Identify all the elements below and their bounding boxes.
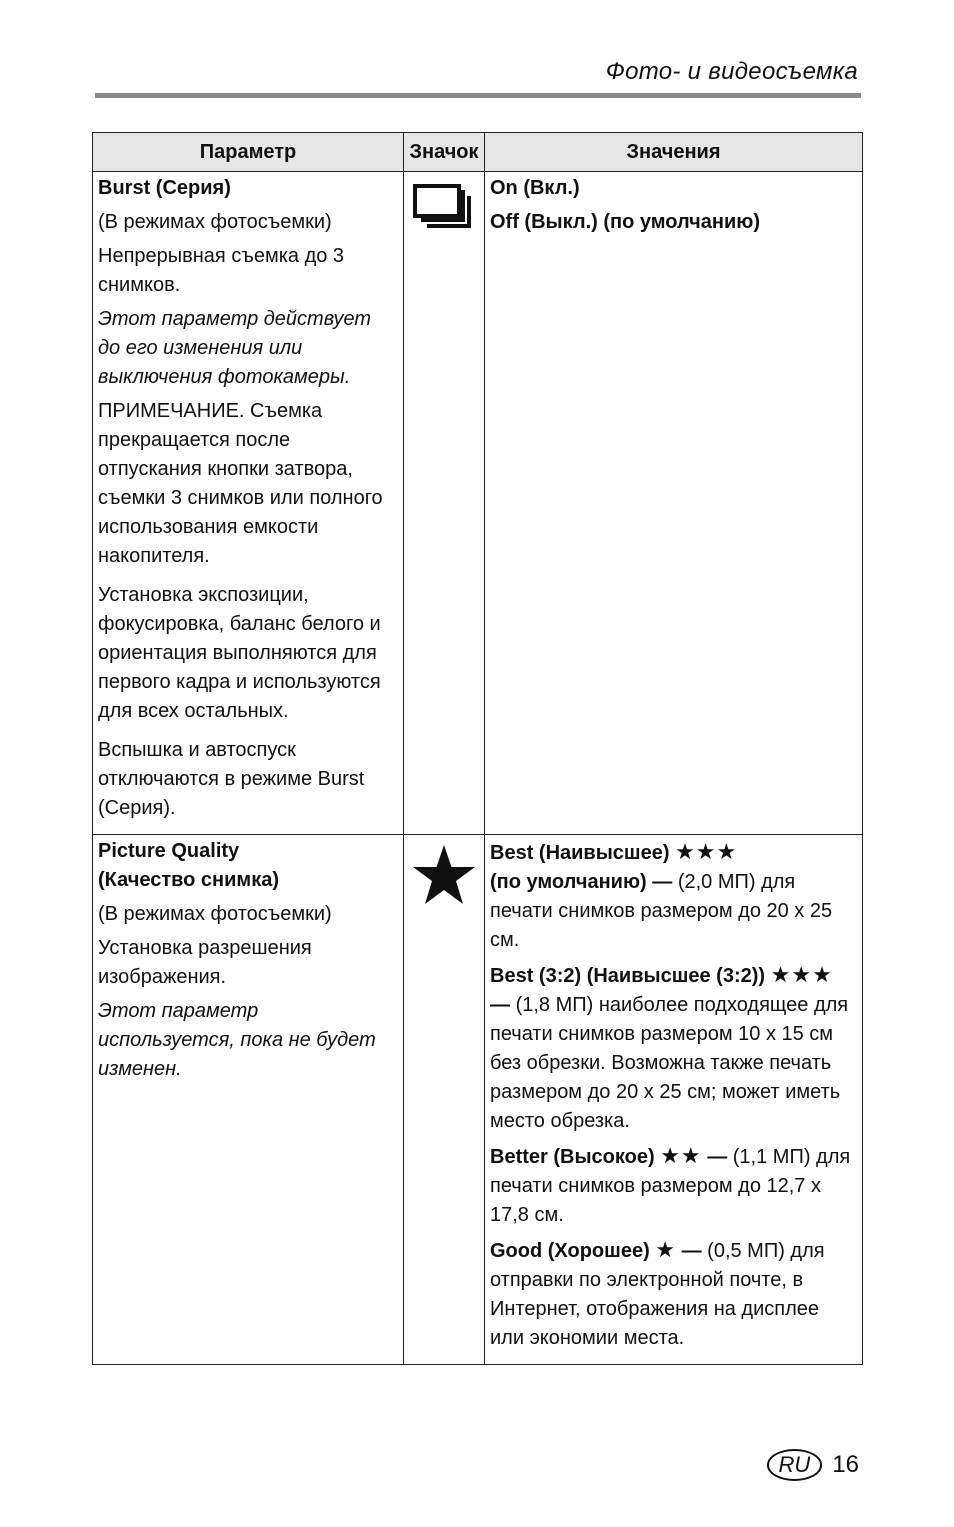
quality-option-good xyxy=(490,1235,857,1353)
good-description: (0,5 МП) для отправки по электронной почте, в Интернет, отображения на дисплее или экономии места. xyxy=(490,1240,825,1349)
burst-exposure-text: Установка экспозиции, фокусировка, баланс белого и ориентация выполняются для первого кадра и используются для всех остальных. xyxy=(98,584,381,722)
quality-description: Установка разрешения изображения. xyxy=(98,937,312,988)
column-header-icon: Значок xyxy=(404,133,485,172)
burst-values-cell xyxy=(485,172,863,835)
burst-icon xyxy=(413,184,475,232)
burst-parameter-cell xyxy=(93,172,404,835)
page-footer xyxy=(767,1449,859,1481)
quality-parameter-cell xyxy=(93,835,404,1365)
quality-persistence-note: Этот параметр используется, пока не будет изменен. xyxy=(98,1000,376,1080)
three-stars-icon: ★★★ xyxy=(770,962,833,987)
quality-option-best xyxy=(490,837,857,955)
best-3-2-label: Best (3:2) (Наивысшее (3:2)) xyxy=(490,965,766,987)
section-title: Фото- и видеосъемка xyxy=(605,58,858,85)
table-row-picture-quality xyxy=(93,835,863,1365)
burst-icon-cell xyxy=(404,172,485,835)
best-3-2-description: (1,8 МП) наиболее подходящее для печати снимков размером 10 x 15 см без обрезки. Возможна также печать размером до 20 x 25 см; может иметь место обрезка. xyxy=(490,994,849,1132)
one-star-icon: ★ xyxy=(655,1237,677,1262)
dash: — xyxy=(490,994,510,1016)
header-divider xyxy=(95,93,861,98)
quality-modes: (В режимах фотосъемки) xyxy=(98,903,332,925)
best-description: (2,0 МП) для печати снимков размером до 20 x 25 см. xyxy=(490,871,833,951)
page-number: 16 xyxy=(832,1451,859,1478)
burst-description: Непрерывная съемка до 3 снимков. xyxy=(98,245,345,296)
three-stars-icon: ★★★ xyxy=(675,839,738,864)
settings-table xyxy=(92,132,863,1365)
column-header-values: Значения xyxy=(485,133,863,172)
quality-option-better xyxy=(490,1141,857,1230)
column-header-parameter: Параметр xyxy=(93,133,404,172)
good-label: Good (Хорошее) xyxy=(490,1240,650,1262)
burst-value-off: Off (Выкл.) (по умолчанию) xyxy=(490,211,761,233)
quality-icon-cell xyxy=(404,835,485,1365)
language-badge: RU xyxy=(767,1449,823,1481)
two-stars-icon: ★★ xyxy=(660,1143,702,1168)
star-icon xyxy=(412,843,476,907)
dash: — xyxy=(681,1240,702,1262)
table-row-burst xyxy=(93,172,863,835)
burst-flash-text: Вспышка и автоспуск отключаются в режиме Burst (Серия). xyxy=(98,739,365,819)
better-description: (1,1 МП) для печати снимков размером до 12,7 x 17,8 см. xyxy=(490,1146,851,1226)
burst-name: Burst (Серия) xyxy=(98,177,231,199)
dash: — xyxy=(707,1146,728,1168)
burst-value-on: On (Вкл.) xyxy=(490,177,580,199)
quality-values-cell xyxy=(485,835,863,1365)
quality-option-best-3-2 xyxy=(490,960,857,1136)
burst-note: ПРИМЕЧАНИЕ. Съемка прекращается после отпускания кнопки затвора, съемки 3 снимков или полного использования емкости накопителя. xyxy=(98,400,383,567)
quality-name-line1: Picture Quality xyxy=(98,840,240,862)
burst-persistence-note: Этот параметр действует до его изменения или выключения фотокамеры. xyxy=(98,308,372,388)
best-default-label: (по умолчанию) — xyxy=(490,871,673,893)
best-label: Best (Наивысшее) xyxy=(490,842,670,864)
table-header-row xyxy=(93,133,863,172)
better-label: Better (Высокое) xyxy=(490,1146,655,1168)
quality-name-line2: (Качество снимка) xyxy=(98,869,280,891)
burst-modes: (В режимах фотосъемки) xyxy=(98,211,332,233)
